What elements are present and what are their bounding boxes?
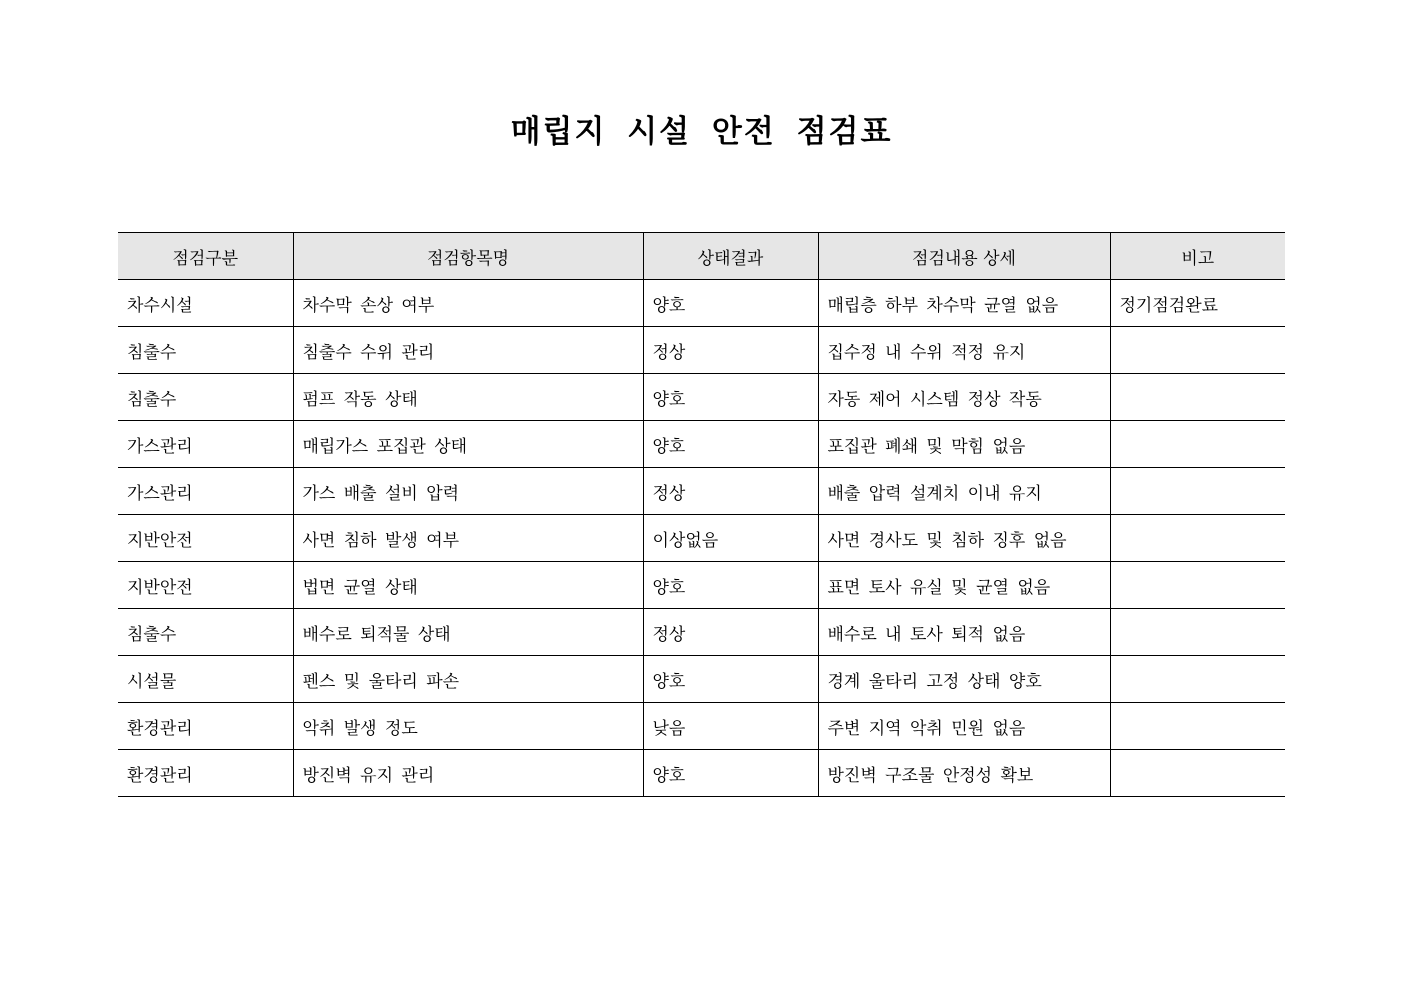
cell-detail: 배출 압력 설계치 이내 유지	[818, 468, 1110, 515]
cell-remarks	[1110, 515, 1285, 562]
table-row	[118, 374, 1285, 421]
cell-remarks	[1110, 468, 1285, 515]
cell-item-name: 악취 발생 정도	[293, 703, 643, 750]
cell-category: 지반안전	[118, 562, 293, 609]
cell-detail: 주변 지역 악취 민원 없음	[818, 703, 1110, 750]
cell-status-result: 양호	[643, 750, 818, 797]
cell-status-result: 낮음	[643, 703, 818, 750]
table-row	[118, 468, 1285, 515]
table-row	[118, 421, 1285, 468]
table-row	[118, 562, 1285, 609]
cell-remarks	[1110, 562, 1285, 609]
cell-category: 지반안전	[118, 515, 293, 562]
cell-category: 가스관리	[118, 468, 293, 515]
cell-status-result: 양호	[643, 656, 818, 703]
cell-detail: 표면 토사 유실 및 균열 없음	[818, 562, 1110, 609]
cell-category: 환경관리	[118, 703, 293, 750]
table-row	[118, 656, 1285, 703]
cell-status-result: 정상	[643, 468, 818, 515]
cell-item-name: 펜스 및 울타리 파손	[293, 656, 643, 703]
cell-status-result: 양호	[643, 280, 818, 327]
cell-category: 가스관리	[118, 421, 293, 468]
cell-item-name: 가스 배출 설비 압력	[293, 468, 643, 515]
cell-category: 침출수	[118, 327, 293, 374]
cell-item-name: 침출수 수위 관리	[293, 327, 643, 374]
cell-remarks	[1110, 656, 1285, 703]
cell-item-name: 펌프 작동 상태	[293, 374, 643, 421]
cell-item-name: 차수막 손상 여부	[293, 280, 643, 327]
cell-detail: 포집관 폐쇄 및 막힘 없음	[818, 421, 1110, 468]
cell-status-result: 양호	[643, 421, 818, 468]
header-item-name: 점검항목명	[293, 233, 643, 280]
cell-detail: 배수로 내 토사 퇴적 없음	[818, 609, 1110, 656]
inspection-table	[118, 232, 1285, 797]
cell-remarks	[1110, 609, 1285, 656]
header-remarks: 비고	[1110, 233, 1285, 280]
cell-category: 시설물	[118, 656, 293, 703]
cell-item-name: 배수로 퇴적물 상태	[293, 609, 643, 656]
cell-item-name: 사면 침하 발생 여부	[293, 515, 643, 562]
cell-detail: 매립층 하부 차수막 균열 없음	[818, 280, 1110, 327]
table-row	[118, 750, 1285, 797]
cell-detail: 방진벽 구조물 안정성 확보	[818, 750, 1110, 797]
header-status-result: 상태결과	[643, 233, 818, 280]
table-row	[118, 327, 1285, 374]
cell-category: 침출수	[118, 374, 293, 421]
cell-category: 침출수	[118, 609, 293, 656]
cell-status-result: 이상없음	[643, 515, 818, 562]
cell-item-name: 방진벽 유지 관리	[293, 750, 643, 797]
cell-category: 차수시설	[118, 280, 293, 327]
cell-status-result: 정상	[643, 327, 818, 374]
table-row	[118, 515, 1285, 562]
cell-status-result: 정상	[643, 609, 818, 656]
table-header	[118, 233, 1285, 280]
cell-remarks: 정기점검완료	[1110, 280, 1285, 327]
cell-remarks	[1110, 750, 1285, 797]
cell-category: 환경관리	[118, 750, 293, 797]
header-detail: 점검내용 상세	[818, 233, 1110, 280]
cell-item-name: 법면 균열 상태	[293, 562, 643, 609]
header-row	[118, 233, 1285, 280]
cell-detail: 경계 울타리 고정 상태 양호	[818, 656, 1110, 703]
header-category: 점검구분	[118, 233, 293, 280]
table-row	[118, 609, 1285, 656]
cell-remarks	[1110, 421, 1285, 468]
cell-status-result: 양호	[643, 374, 818, 421]
cell-detail: 자동 제어 시스템 정상 작동	[818, 374, 1110, 421]
cell-remarks	[1110, 374, 1285, 421]
cell-detail: 집수정 내 수위 적정 유지	[818, 327, 1110, 374]
cell-remarks	[1110, 703, 1285, 750]
table-row	[118, 280, 1285, 327]
cell-item-name: 매립가스 포집관 상태	[293, 421, 643, 468]
cell-status-result: 양호	[643, 562, 818, 609]
table-row	[118, 703, 1285, 750]
page-title: 매립지 시설 안전 점검표	[510, 114, 893, 150]
table-body	[118, 280, 1285, 797]
cell-remarks	[1110, 327, 1285, 374]
cell-detail: 사면 경사도 및 침하 징후 없음	[818, 515, 1110, 562]
